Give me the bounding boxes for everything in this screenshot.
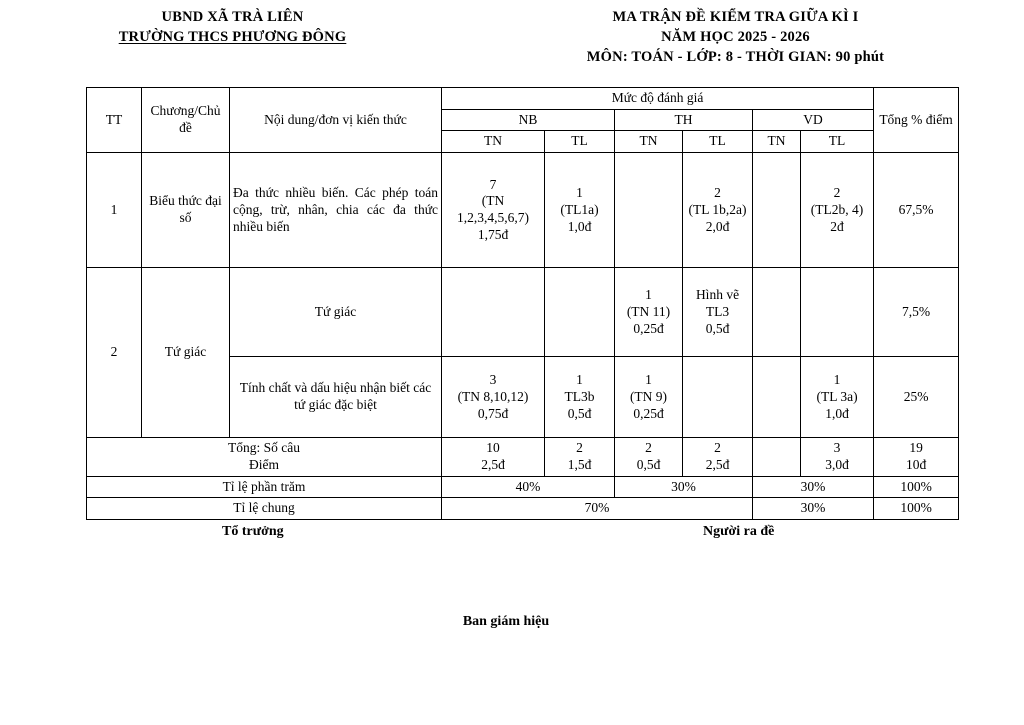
summary-th-tl bbox=[683, 438, 753, 476]
row-noidung: Tính chất và dấu hiệu nhận biết các tứ giác đặc biệt bbox=[230, 357, 442, 438]
document-title: MA TRẬN ĐỀ KIỂM TRA GIỮA KÌ I bbox=[612, 9, 859, 25]
percent-total: 100% bbox=[874, 476, 959, 498]
cell-nb-tl: 1 (TL1a) 1,0đ bbox=[545, 153, 615, 268]
summary-nb-tn-count: 10 bbox=[486, 440, 500, 456]
cell-nb-tl: 1 TL3b 0,5đ bbox=[545, 357, 615, 438]
overall-nb-th: 70% bbox=[442, 498, 753, 520]
summary-th-tn bbox=[615, 438, 683, 476]
summary-th-tn-count: 2 bbox=[645, 440, 652, 456]
summary-label bbox=[87, 438, 442, 476]
signature-nguoi-ra-de: Người ra đề bbox=[703, 524, 775, 540]
header-nb-tn: TN bbox=[442, 131, 545, 153]
summary-vd-tl bbox=[801, 438, 874, 476]
subject-info: MÔN: TOÁN - LỚP: 8 - THỜI GIAN: 90 phút bbox=[586, 49, 885, 65]
header-level-th: TH bbox=[615, 109, 753, 131]
cell-vd-tn bbox=[753, 153, 801, 268]
row-tt: 2 bbox=[87, 268, 142, 438]
cell-vd-tn bbox=[753, 357, 801, 438]
summary-nb-tl bbox=[545, 438, 615, 476]
summary-nb-tn bbox=[442, 438, 545, 476]
cell-nb-tn: 3 (TN 8,10,12) 0,75đ bbox=[442, 357, 545, 438]
cell-nb-tl bbox=[545, 268, 615, 357]
row-noidung: Đa thức nhiều biến. Các phép toán cộng, trừ, nhân, chia các đa thức nhiều biến bbox=[230, 153, 442, 268]
summary-vd-tn bbox=[753, 438, 801, 476]
signature-row bbox=[0, 524, 1024, 548]
cell-th-tl: Hình vẽ TL3 0,5đ bbox=[683, 268, 753, 357]
school-name: TRƯỜNG THCS PHƯƠNG ĐÔNG bbox=[118, 29, 347, 45]
cell-tong: 7,5% bbox=[874, 268, 959, 357]
cell-nb-tn: 7 (TN 1,2,3,4,5,6,7) 1,75đ bbox=[442, 153, 545, 268]
header-th-tn: TN bbox=[615, 131, 683, 153]
cell-nb-tn bbox=[442, 268, 545, 357]
matrix-table-wrapper bbox=[0, 87, 1024, 520]
header-muc-do-danh-gia: Mức độ đánh giá bbox=[442, 88, 874, 110]
header-level-nb: NB bbox=[442, 109, 615, 131]
overall-total: 100% bbox=[874, 498, 959, 520]
letterhead bbox=[0, 0, 1024, 67]
cell-th-tl bbox=[683, 357, 753, 438]
cell-tong: 25% bbox=[874, 357, 959, 438]
summary-nb-tl-points: 1,5đ bbox=[567, 456, 592, 472]
summary-label-line2: Điểm bbox=[249, 456, 279, 472]
summary-vd-points: 3,0đ bbox=[825, 456, 849, 472]
header-nb-tl: TL bbox=[545, 131, 615, 153]
cell-vd-tl bbox=[801, 268, 874, 357]
row-chuong: Biểu thức đại số bbox=[142, 153, 230, 268]
signature-ban-giam-hieu: Ban giám hiệu bbox=[462, 614, 550, 630]
header-level-vd: VD bbox=[753, 109, 874, 131]
cell-vd-tl: 1 (TL 3a) 1,0đ bbox=[801, 357, 874, 438]
header-row-1 bbox=[87, 88, 959, 110]
row-chuong: Tứ giác bbox=[142, 268, 230, 438]
overall-vd: 30% bbox=[753, 498, 874, 520]
percent-row bbox=[87, 476, 959, 498]
school-year: NĂM HỌC 2025 - 2026 bbox=[661, 29, 810, 45]
summary-total-points: 10đ bbox=[905, 456, 927, 472]
header-tt: TT bbox=[87, 88, 142, 153]
percent-nb: 40% bbox=[442, 476, 615, 498]
cell-th-tn: 1 (TN 9) 0,25đ bbox=[615, 357, 683, 438]
summary-nb-tn-points: 2,5đ bbox=[481, 456, 505, 472]
header-th-tl: TL bbox=[683, 131, 753, 153]
percent-th: 30% bbox=[615, 476, 753, 498]
percent-vd: 30% bbox=[753, 476, 874, 498]
header-chuong: Chương/Chủ đề bbox=[142, 88, 230, 153]
organization-name: UBND XÃ TRÀ LIÊN bbox=[161, 9, 304, 25]
summary-th-tl-points: 2,5đ bbox=[705, 456, 730, 472]
table-row bbox=[87, 268, 959, 357]
letterhead-right bbox=[465, 7, 1024, 67]
cell-tong: 67,5% bbox=[874, 153, 959, 268]
signature-to-truong: Tổ trưởng bbox=[222, 524, 284, 540]
cell-vd-tn bbox=[753, 268, 801, 357]
cell-th-tn bbox=[615, 153, 683, 268]
header-vd-tl: TL bbox=[801, 131, 874, 153]
summary-total-count: 19 bbox=[909, 440, 923, 456]
table-body bbox=[87, 153, 959, 520]
header-vd-tn: TN bbox=[753, 131, 801, 153]
cell-th-tn: 1 (TN 11) 0,25đ bbox=[615, 268, 683, 357]
summary-total bbox=[874, 438, 959, 476]
table-row bbox=[87, 153, 959, 268]
row-tt: 1 bbox=[87, 153, 142, 268]
exam-matrix-table bbox=[86, 87, 959, 520]
summary-label-line1: Tổng: Số câu bbox=[228, 440, 300, 456]
cell-vd-tl: 2 (TL2b, 4) 2đ bbox=[801, 153, 874, 268]
cell-th-tl: 2 (TL 1b,2a) 2,0đ bbox=[683, 153, 753, 268]
overall-row bbox=[87, 498, 959, 520]
summary-vd-count: 3 bbox=[833, 440, 841, 456]
row-noidung: Tứ giác bbox=[230, 268, 442, 357]
header-noidung: Nội dung/đơn vị kiến thức bbox=[230, 88, 442, 153]
summary-nb-tl-count: 2 bbox=[576, 440, 583, 456]
table-header bbox=[87, 88, 959, 153]
percent-label: Tỉ lệ phần trăm bbox=[87, 476, 442, 498]
letterhead-left bbox=[0, 7, 465, 47]
summary-row-tong bbox=[87, 438, 959, 476]
summary-th-tl-count: 2 bbox=[714, 440, 721, 456]
overall-label: Tỉ lệ chung bbox=[87, 498, 442, 520]
header-tong-phan-tram-diem: Tổng % điểm bbox=[874, 88, 959, 153]
summary-th-tn-points: 0,5đ bbox=[636, 456, 661, 472]
